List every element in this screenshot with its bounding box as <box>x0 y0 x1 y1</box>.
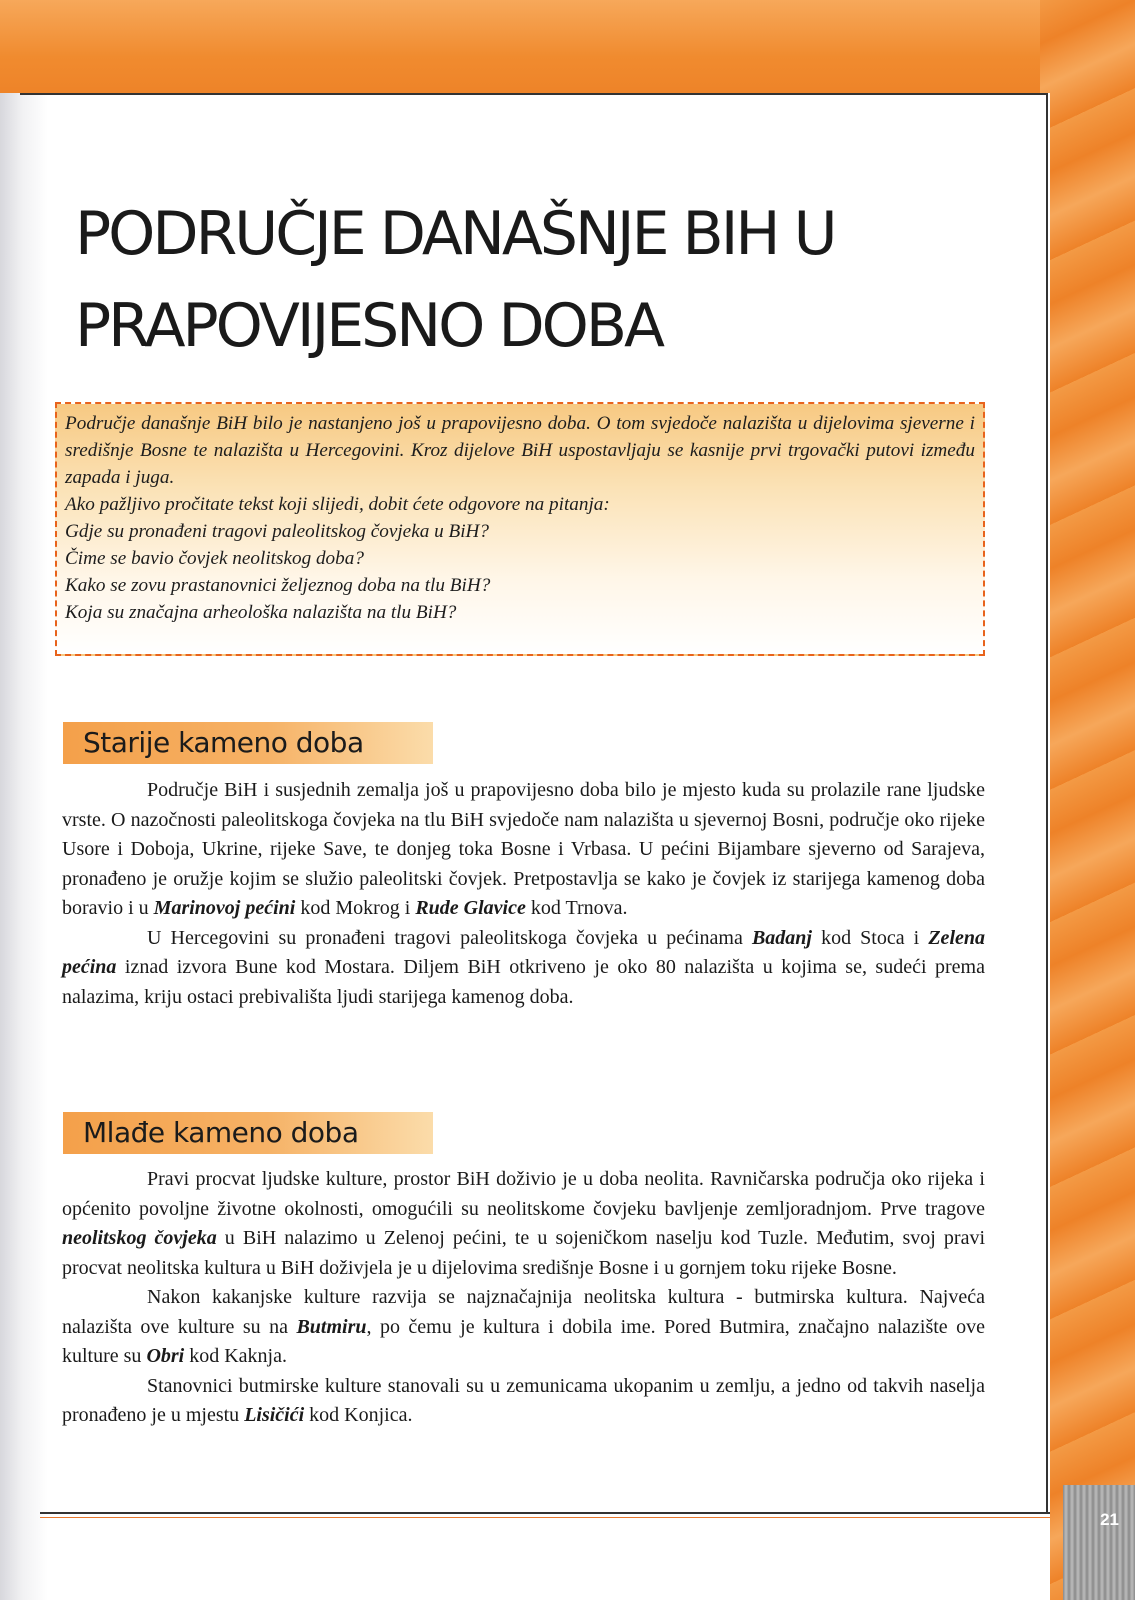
page-number: 21 <box>1100 1510 1119 1529</box>
emphasis: Marinovoj pećini <box>153 897 296 919</box>
paragraph: U Hercegovini su pronađeni tragovi paleolitskoga čovjeka u pećinama Badanj kod Stoca i Zelena pećina iznad izvora Bune kod Mostara. Diljem BiH otkriveno je oko 80 nalazišta u kojima se, sudeći prema nalazima, kriju ostaci prebivališta ljudi starijega kamenog doba. <box>62 926 985 1008</box>
frame-line-top <box>20 93 1048 95</box>
paragraph: Nakon kakanjske kulture razvija se najznačajnija neolitska kultura - butmirska kultura. Najveća nalazišta ove kulture su na Butmiru, po čemu je kultura i dobila ime. Pored Butmira, značajno nalazište ove kulture su Obri kod Kaknja. <box>62 1286 985 1367</box>
frame-line-bottom <box>40 1512 1050 1514</box>
intro-question: Čime se bavio čovjek neolitskog doba? <box>65 548 364 569</box>
frame-line-bottom-accent <box>40 1517 1050 1518</box>
paragraph: Područje BiH i susjednih zemalja još u prapovijesno doba bilo je mjesto kuda su prolazile rane ljudske vrste. O nazočnosti paleolitskoga čovjeka na tlu BiH svjedoče nam nalazišta u sjevernoj Bosni, područje oko rijeke Usore i Doboja, Ukrine, rijeke Save, te donjeg toka Bosne i Vrbasa. U pećini Bijambare sjeverno od Sarajeva, pronađeno je oružje kojim se služio paleolitski čovjek. Pretpostavlja se kako je čovjek iz starijega kamenog doba boravio i u Marinovoj pećini kod Mokrog i Rude Glavice kod Trnova. <box>62 779 985 919</box>
intro-question: Gdje su pronađeni tragovi paleolitskog čovjeka u BiH? <box>65 521 489 542</box>
emphasis: Zelena pećina <box>62 926 985 978</box>
orange-right-band <box>1040 0 1135 1600</box>
paragraph: Stanovnici butmirske kulture stanovali su u zemunicama ukopanim u zemlju, a jedno od takvih naselja pronađeno je u mjestu Lisičići kod Konjica. <box>62 1374 985 1426</box>
intro-question: Kako se zovu prastanovnici željeznog doba na tlu BiH? <box>65 575 491 596</box>
intro-paragraph: Područje današnje BiH bilo je nastanjeno još u prapovijesno doba. O tom svjedoče nalazišta u dijelovima sjeverne i središnje Bosne te nalazišta u Hercegovini. Kroz dijelove BiH uspostavljaju se kasnije prvi trgovački putovi između zapada i juga. <box>65 413 975 488</box>
emphasis: Badanj <box>751 926 812 949</box>
page-title-line-2: PRAPOVIJESNO DOBA <box>75 291 663 361</box>
paragraph: Pravi procvat ljudske kulture, prostor BiH doživio je u doba neolita. Ravničarska područja oko rijeka i općenito povoljne životne okolnosti, omogućili su neolitskome čovjeku bavljenje zemljoradnjom. Prve tragove neolitskog čovjeka u BiH nalazimo u Zelenoj pećini, te u sojeničkom naselju kod Tuzle. Međutim, svoj pravi procvat neolitska kultura u BiH doživjela je u dijelovima središnje Bosne i u gornjem toku rijeke Bosne. <box>62 1168 985 1279</box>
page-title-line-1: PODRUČJE DANAŠNJE BIH U <box>75 199 835 269</box>
emphasis: Lisičići <box>244 1404 305 1426</box>
orange-top-band <box>0 0 1135 95</box>
intro-lead: Ako pažljivo pročitate tekst koji slijedi, dobit ćete odgovore na pitanja: <box>65 494 610 515</box>
frame-line-right <box>1046 93 1048 1513</box>
intro-box <box>55 402 985 656</box>
section-heading-mladje: Mlađe kameno doba <box>63 1112 433 1154</box>
section-heading-starije: Starije kameno doba <box>63 722 433 764</box>
intro-question: Koja su značajna arheološka nalazišta na tlu BiH? <box>65 602 457 623</box>
emphasis: Rude Glavice <box>415 897 526 919</box>
page-corner-strip <box>1063 1485 1135 1600</box>
emphasis: Butmiru <box>296 1315 367 1338</box>
page-title <box>75 188 1005 372</box>
section-body-mladje <box>62 1165 985 1431</box>
section-body-starije <box>62 776 985 1012</box>
emphasis: Obri <box>146 1345 185 1367</box>
emphasis: neolitskog čovjeka <box>62 1227 217 1249</box>
